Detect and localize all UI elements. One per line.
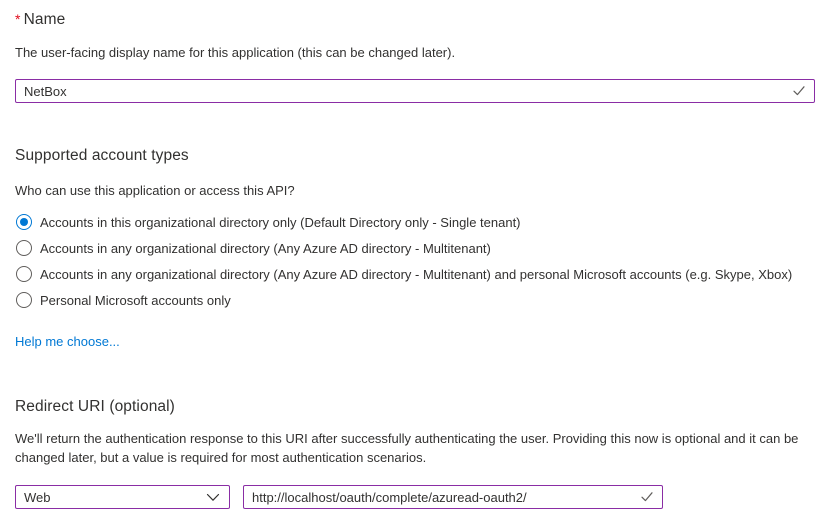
redirect-uri-input-container — [243, 485, 663, 509]
radio-option-label: Accounts in any organizational directory (Any Azure AD directory - Multitenant) — [40, 240, 491, 256]
account-types-question: Who can use this application or access this API? — [15, 183, 295, 198]
required-marker: * — [15, 11, 21, 27]
name-input-container — [15, 79, 815, 103]
redirect-uri-title: Redirect URI (optional) — [15, 398, 175, 415]
redirect-uri-section — [15, 398, 815, 509]
radio-option-single-tenant[interactable] — [15, 209, 815, 235]
account-types-title: Supported account types — [15, 147, 189, 164]
chevron-down-icon — [206, 493, 220, 502]
radio-button-icon[interactable] — [16, 214, 32, 230]
name-description: The user-facing display name for this application (this can be changed later). — [15, 45, 456, 60]
redirect-uri-input[interactable] — [244, 486, 662, 508]
name-section-title — [15, 11, 815, 29]
radio-option-multitenant[interactable] — [15, 235, 815, 261]
platform-select-value: Web — [24, 489, 51, 505]
radio-option-multitenant-personal[interactable] — [15, 261, 815, 287]
redirect-uri-description: We'll return the authentication response to this URI after successfully authenticating the user. Providing this now is optional and it can be changed later, but a value is required for most authentication scenarios. — [15, 431, 799, 465]
name-title-text: Name — [23, 11, 66, 28]
radio-button-icon[interactable] — [16, 292, 32, 308]
radio-button-icon[interactable] — [16, 240, 32, 256]
radio-option-label: Personal Microsoft accounts only — [40, 292, 231, 308]
name-input[interactable] — [16, 80, 814, 102]
radio-option-personal-only[interactable] — [15, 287, 815, 313]
platform-select-dropdown[interactable] — [15, 485, 230, 509]
radio-option-label: Accounts in any organizational directory (Any Azure AD directory - Multitenant) and personal Microsoft accounts (e.g. Skype, Xbox) — [40, 266, 793, 282]
help-me-choose-link[interactable]: Help me choose... — [15, 334, 120, 349]
redirect-uri-row — [15, 485, 815, 509]
account-types-section — [15, 147, 815, 351]
radio-button-icon[interactable] — [16, 266, 32, 282]
account-types-radio-group — [15, 209, 815, 313]
radio-option-label: Accounts in this organizational directory only (Default Directory only - Single tenant) — [40, 214, 521, 230]
name-section — [15, 11, 815, 103]
